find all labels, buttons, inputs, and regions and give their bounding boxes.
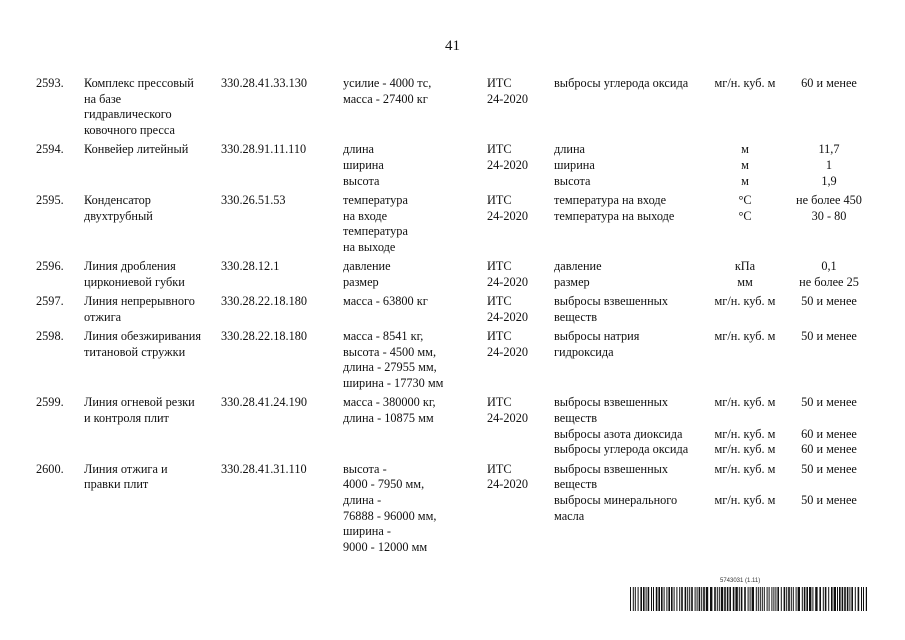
- itc-reference-line: ИТС: [487, 328, 512, 343]
- barcode-bar: [788, 587, 790, 611]
- equipment-name-line: Линия отжига и: [84, 461, 168, 476]
- barcode-bar: [724, 587, 726, 611]
- barcode-bar: [796, 587, 797, 611]
- indicator-name: [554, 142, 714, 158]
- itc-reference: [487, 294, 528, 325]
- barcode-bar: [658, 587, 660, 611]
- barcode-bar: [664, 587, 665, 611]
- equipment-table: [0, 76, 905, 559]
- table-row: [0, 259, 905, 294]
- equipment-name-line: Линия обезжиривания: [84, 328, 202, 343]
- row-number: 2598.: [36, 328, 64, 343]
- barcode-bar: [825, 587, 827, 611]
- indicator-name-line: выбросы натрия: [554, 328, 640, 343]
- barcode-bar: [714, 587, 716, 611]
- itc-reference-line: 24-2020: [487, 309, 528, 324]
- equipment-params-line: длина -: [343, 492, 382, 507]
- equipment-name-line: титановой стружки: [84, 344, 186, 359]
- barcode-bar: [806, 587, 808, 611]
- indicator-name-line: выбросы минерального: [554, 492, 678, 507]
- barcode-bar: [689, 587, 690, 611]
- itc-reference-line: ИТС: [487, 142, 512, 157]
- row-number: 2593.: [36, 76, 64, 90]
- indicator-name-line: выбросы азота диоксида: [554, 426, 683, 441]
- barcode-bar: [695, 587, 696, 611]
- barcode-bar: [638, 587, 639, 611]
- barcode-bar: [729, 587, 731, 611]
- itc-reference-line: 24-2020: [487, 208, 528, 223]
- equipment-params-line: на входе: [343, 208, 388, 223]
- barcode-bar: [703, 587, 705, 611]
- indicator-name: [554, 395, 714, 426]
- equipment-name-line: Конденсатор: [84, 192, 151, 207]
- barcode-bar: [758, 587, 759, 611]
- barcode-bar: [804, 587, 806, 611]
- itc-reference: [487, 142, 528, 173]
- equipment-params: [343, 76, 483, 107]
- barcode-bar: [837, 587, 838, 611]
- barcode-bar: [847, 587, 849, 611]
- itc-reference: [487, 329, 528, 360]
- barcode-bar: [786, 587, 787, 611]
- equipment-params-line: усилие - 4000 тс,: [343, 76, 432, 90]
- barcode-bar: [666, 587, 667, 611]
- equipment-params-line: высота - 4500 мм,: [343, 344, 437, 359]
- barcode-bar: [630, 587, 631, 611]
- indicator-name-line: веществ: [554, 477, 598, 492]
- equipment-params-line: масса - 63800 кг: [343, 294, 428, 309]
- indicator-value: не более 25: [799, 274, 859, 289]
- barcode-bar: [633, 587, 634, 611]
- barcode-bar: [858, 587, 860, 611]
- indicator-name-line: гидроксида: [554, 344, 614, 359]
- itc-reference-line: ИТС: [487, 192, 512, 207]
- indicator-value: 50 и менее: [801, 395, 857, 410]
- indicator-name: [554, 294, 714, 325]
- equipment-name-line: отжига: [84, 309, 122, 324]
- barcode-bar: [781, 587, 782, 611]
- equipment-params-line: длина: [343, 142, 375, 157]
- barcode-bar: [828, 587, 829, 611]
- row-number: 2596.: [36, 259, 64, 274]
- barcode-bar: [775, 587, 776, 611]
- barcode-bar: [771, 587, 772, 611]
- barcode-bar: [844, 587, 846, 611]
- barcode-bar: [798, 587, 800, 611]
- okpd-code: 330.28.41.24.190: [221, 395, 308, 410]
- indicator-unit: мг/н. куб. м: [714, 294, 776, 309]
- equipment-name-line: и контроля плит: [84, 410, 169, 425]
- equipment-params-line: на выходе: [343, 240, 396, 254]
- barcode-bar: [748, 587, 749, 611]
- indicator-name: [554, 493, 714, 524]
- indicator-unit: мг/н. куб. м: [714, 328, 776, 343]
- row-number: 2600.: [36, 461, 64, 476]
- equipment-name: [84, 329, 216, 360]
- barcode-bar: [773, 587, 774, 611]
- equipment-params: [343, 329, 483, 392]
- barcode-bar: [668, 587, 670, 611]
- barcode-bar: [861, 587, 862, 611]
- indicator-value: 60 и менее: [801, 76, 857, 90]
- itc-reference-line: ИТС: [487, 259, 512, 274]
- indicator-value: 60 и менее: [801, 442, 857, 457]
- indicator-unit: кПа: [734, 259, 756, 274]
- indicator-value: 50 и менее: [801, 294, 857, 309]
- indicator-value: 1,9: [821, 173, 837, 188]
- page-number: 41: [445, 38, 460, 54]
- indicator-name-line: масла: [554, 508, 585, 523]
- barcode-bar: [661, 587, 663, 611]
- itc-reference: [487, 76, 528, 107]
- equipment-params-line: давление: [343, 259, 391, 274]
- indicator-unit: мм: [737, 274, 753, 289]
- indicator-value: 11,7: [818, 142, 840, 157]
- barcode-bar: [752, 587, 754, 611]
- equipment-params-line: масса - 8541 кг,: [343, 328, 424, 343]
- barcode-bar: [839, 587, 841, 611]
- okpd-code: 330.28.41.33.130: [221, 76, 308, 90]
- indicator-value: 30 - 80: [811, 208, 847, 223]
- itc-reference: [487, 193, 528, 224]
- indicator-name: [554, 259, 714, 275]
- equipment-params-line: размер: [343, 274, 379, 289]
- okpd-code: 330.28.22.18.180: [221, 328, 308, 343]
- barcode-bar: [831, 587, 833, 611]
- indicator-value: 50 и менее: [801, 328, 857, 343]
- indicator-value: 0,1: [821, 259, 837, 274]
- indicator-unit: °С: [738, 192, 752, 207]
- equipment-name-line: Комплекс прессовый: [84, 76, 194, 90]
- barcode-bar: [671, 587, 673, 611]
- equipment-name-line: Линия дробления: [84, 259, 176, 274]
- barcode-label: 5743031 (1.11): [720, 578, 761, 584]
- indicator-name-line: выбросы взвешенных: [554, 395, 669, 410]
- indicator-name-line: давление: [554, 259, 602, 274]
- indicator-name-line: веществ: [554, 309, 598, 324]
- barcode-bar: [764, 587, 765, 611]
- itc-reference-line: ИТС: [487, 294, 512, 309]
- indicator-name: [554, 462, 714, 493]
- barcode-bar: [815, 587, 817, 611]
- barcode-bar: [744, 587, 746, 611]
- barcode-bar: [739, 587, 740, 611]
- indicator-name: [554, 275, 714, 291]
- barcode-bar: [809, 587, 811, 611]
- indicator-name-line: выбросы взвешенных: [554, 294, 669, 309]
- equipment-name-line: циркониевой губки: [84, 274, 185, 289]
- barcode-bar: [760, 587, 761, 611]
- indicator-name: [554, 209, 714, 225]
- equipment-name: [84, 294, 216, 325]
- itc-reference-line: 24-2020: [487, 274, 528, 289]
- itc-reference: [487, 259, 528, 290]
- barcode-bar: [784, 587, 786, 611]
- indicator-unit: мг/н. куб. м: [714, 395, 776, 410]
- indicator-value: 60 и менее: [801, 426, 857, 441]
- equipment-name: [84, 259, 216, 290]
- equipment-name: [84, 462, 216, 493]
- indicator-unit: м: [741, 157, 749, 172]
- indicator-value: не более 450: [796, 192, 862, 207]
- indicator-name: [554, 76, 714, 92]
- barcode-bar: [802, 587, 803, 611]
- table-row: [0, 294, 905, 329]
- barcode-bar: [648, 587, 650, 611]
- okpd-code: 330.28.12.1: [221, 259, 280, 274]
- itc-reference-line: ИТС: [487, 461, 512, 476]
- table-row: [0, 395, 905, 461]
- itc-reference-line: 24-2020: [487, 477, 528, 492]
- barcode-bar: [834, 587, 836, 611]
- equipment-params-line: температура: [343, 224, 408, 239]
- itc-reference-line: 24-2020: [487, 344, 528, 359]
- barcode-bar: [750, 587, 751, 611]
- row-number: 2595.: [36, 192, 64, 207]
- equipment-params-line: высота -: [343, 461, 387, 476]
- equipment-name-line: Линия огневой резки: [84, 395, 195, 410]
- barcode-bar: [687, 587, 688, 611]
- indicator-name-line: веществ: [554, 410, 598, 425]
- indicator-name: [554, 174, 714, 190]
- indicator-name-line: выбросы углерода оксида: [554, 76, 689, 90]
- indicator-name-line: температура на выходе: [554, 208, 675, 223]
- indicator-name: [554, 193, 714, 209]
- itc-reference-line: 24-2020: [487, 158, 528, 172]
- indicator-value: 50 и менее: [801, 492, 857, 507]
- barcode-bar: [741, 587, 743, 611]
- barcode-bar: [643, 587, 645, 611]
- barcode-bar: [733, 587, 735, 611]
- barcode-bar: [793, 587, 794, 611]
- barcode-bar: [756, 587, 757, 611]
- indicator-unit: мг/н. куб. м: [714, 442, 776, 457]
- equipment-params-line: длина - 27955 мм,: [343, 360, 437, 375]
- barcode-bar: [717, 587, 718, 611]
- barcode-bar: [812, 587, 813, 611]
- indicator-name-line: ширина: [554, 157, 595, 172]
- table-row: [0, 142, 905, 193]
- indicator-name-line: длина: [554, 142, 586, 157]
- barcode-bar: [681, 587, 683, 611]
- indicator-name-line: высота: [554, 173, 591, 188]
- barcode-bar: [735, 587, 737, 611]
- barcode-bar: [691, 587, 693, 611]
- okpd-code: 330.28.41.31.110: [221, 461, 307, 476]
- barcode-bar: [762, 587, 763, 611]
- equipment-params: [343, 142, 483, 189]
- indicator-name-line: выбросы взвешенных: [554, 461, 669, 476]
- barcode-bar: [651, 587, 652, 611]
- indicator-name-line: температура на входе: [554, 192, 667, 207]
- equipment-params: [343, 462, 483, 556]
- equipment-name-line: двухтрубный: [84, 208, 153, 223]
- barcode-bar: [767, 587, 768, 611]
- equipment-name: [84, 142, 216, 158]
- indicator-unit: м: [741, 173, 749, 188]
- barcode-bar: [719, 587, 720, 611]
- indicator-value: 50 и менее: [801, 461, 857, 476]
- indicator-unit: °С: [738, 208, 752, 223]
- barcode-bar: [842, 587, 844, 611]
- barcode-bar: [699, 587, 701, 611]
- equipment-params-line: 4000 - 7950 мм,: [343, 477, 425, 492]
- barcode-bar: [849, 587, 850, 611]
- barcode-bar: [855, 587, 856, 611]
- barcode-bar: [791, 587, 792, 611]
- barcode-bar: [866, 587, 867, 611]
- barcode-bar: [676, 587, 677, 611]
- indicator-name-line: размер: [554, 274, 590, 289]
- barcode-bar: [706, 587, 708, 611]
- barcode-bar: [777, 587, 779, 611]
- row-number: 2594.: [36, 142, 64, 157]
- itc-reference: [487, 462, 528, 493]
- barcode-bar: [710, 587, 712, 611]
- equipment-params-line: длина - 10875 мм: [343, 410, 434, 425]
- indicator-name-line: выбросы углерода оксида: [554, 442, 689, 457]
- okpd-code: 330.28.91.11.110: [221, 142, 307, 157]
- indicator-name: [554, 158, 714, 174]
- equipment-params-line: ширина - 17730 мм: [343, 376, 444, 391]
- equipment-params-line: высота: [343, 173, 380, 188]
- barcode-bar: [727, 587, 729, 611]
- itc-reference-line: ИТС: [487, 76, 512, 90]
- table-row: [0, 76, 905, 142]
- barcode-bar: [656, 587, 658, 611]
- barcode-bar: [697, 587, 698, 611]
- equipment-name-line: правки плит: [84, 477, 149, 492]
- indicator-unit: мг/н. куб. м: [714, 492, 776, 507]
- equipment-name-line: Конвейер литейный: [84, 142, 189, 157]
- equipment-params-line: температура: [343, 192, 408, 207]
- barcode-bar: [635, 587, 636, 611]
- equipment-name: [84, 76, 216, 139]
- equipment-params: [343, 193, 483, 256]
- table-row: [0, 462, 905, 560]
- equipment-params-line: 76888 - 96000 мм,: [343, 508, 437, 523]
- barcode-bar: [653, 587, 654, 611]
- barcode-bar: [685, 587, 687, 611]
- equipment-params-line: 9000 - 12000 мм: [343, 540, 428, 555]
- barcode: [630, 587, 867, 611]
- itc-reference-line: 24-2020: [487, 91, 528, 106]
- table-row: [0, 193, 905, 259]
- barcode-bar: [823, 587, 824, 611]
- barcode-bar: [674, 587, 675, 611]
- okpd-code: 330.26.51.53: [221, 192, 286, 207]
- equipment-name-line: Линия непрерывного: [84, 294, 195, 309]
- equipment-params-line: ширина -: [343, 524, 391, 539]
- equipment-name: [84, 193, 216, 224]
- barcode-bar: [640, 587, 642, 611]
- itc-reference-line: ИТС: [487, 395, 512, 410]
- indicator-name: [554, 427, 714, 443]
- barcode-bar: [819, 587, 821, 611]
- indicator-unit: мг/н. куб. м: [714, 76, 776, 90]
- itc-reference: [487, 395, 528, 426]
- equipment-params-line: ширина: [343, 158, 384, 172]
- table-row: [0, 329, 905, 395]
- indicator-unit: мг/н. куб. м: [714, 426, 776, 441]
- barcode-bar: [769, 587, 770, 611]
- itc-reference-line: 24-2020: [487, 410, 528, 425]
- row-number: 2599.: [36, 395, 64, 410]
- barcode-bar: [646, 587, 647, 611]
- indicator-name: [554, 442, 714, 458]
- row-number: 2597.: [36, 294, 64, 309]
- indicator-unit: мг/н. куб. м: [714, 461, 776, 476]
- indicator-unit: м: [741, 142, 749, 157]
- equipment-params-line: масса - 380000 кг,: [343, 395, 436, 410]
- barcode-bar: [851, 587, 853, 611]
- barcode-bar: [721, 587, 723, 611]
- barcode-bar: [863, 587, 864, 611]
- barcode-bar: [679, 587, 680, 611]
- equipment-params: [343, 294, 483, 310]
- equipment-name-line: на базе: [84, 91, 122, 106]
- equipment-params: [343, 259, 483, 290]
- indicator-value: 1: [825, 157, 833, 172]
- equipment-name-line: гидравлического: [84, 107, 172, 122]
- equipment-params-line: масса - 27400 кг: [343, 91, 428, 106]
- equipment-name: [84, 395, 216, 426]
- equipment-name-line: ковочного пресса: [84, 123, 175, 138]
- indicator-name: [554, 329, 714, 360]
- okpd-code: 330.28.22.18.180: [221, 294, 308, 309]
- barcode-bar: [701, 587, 702, 611]
- equipment-params: [343, 395, 483, 426]
